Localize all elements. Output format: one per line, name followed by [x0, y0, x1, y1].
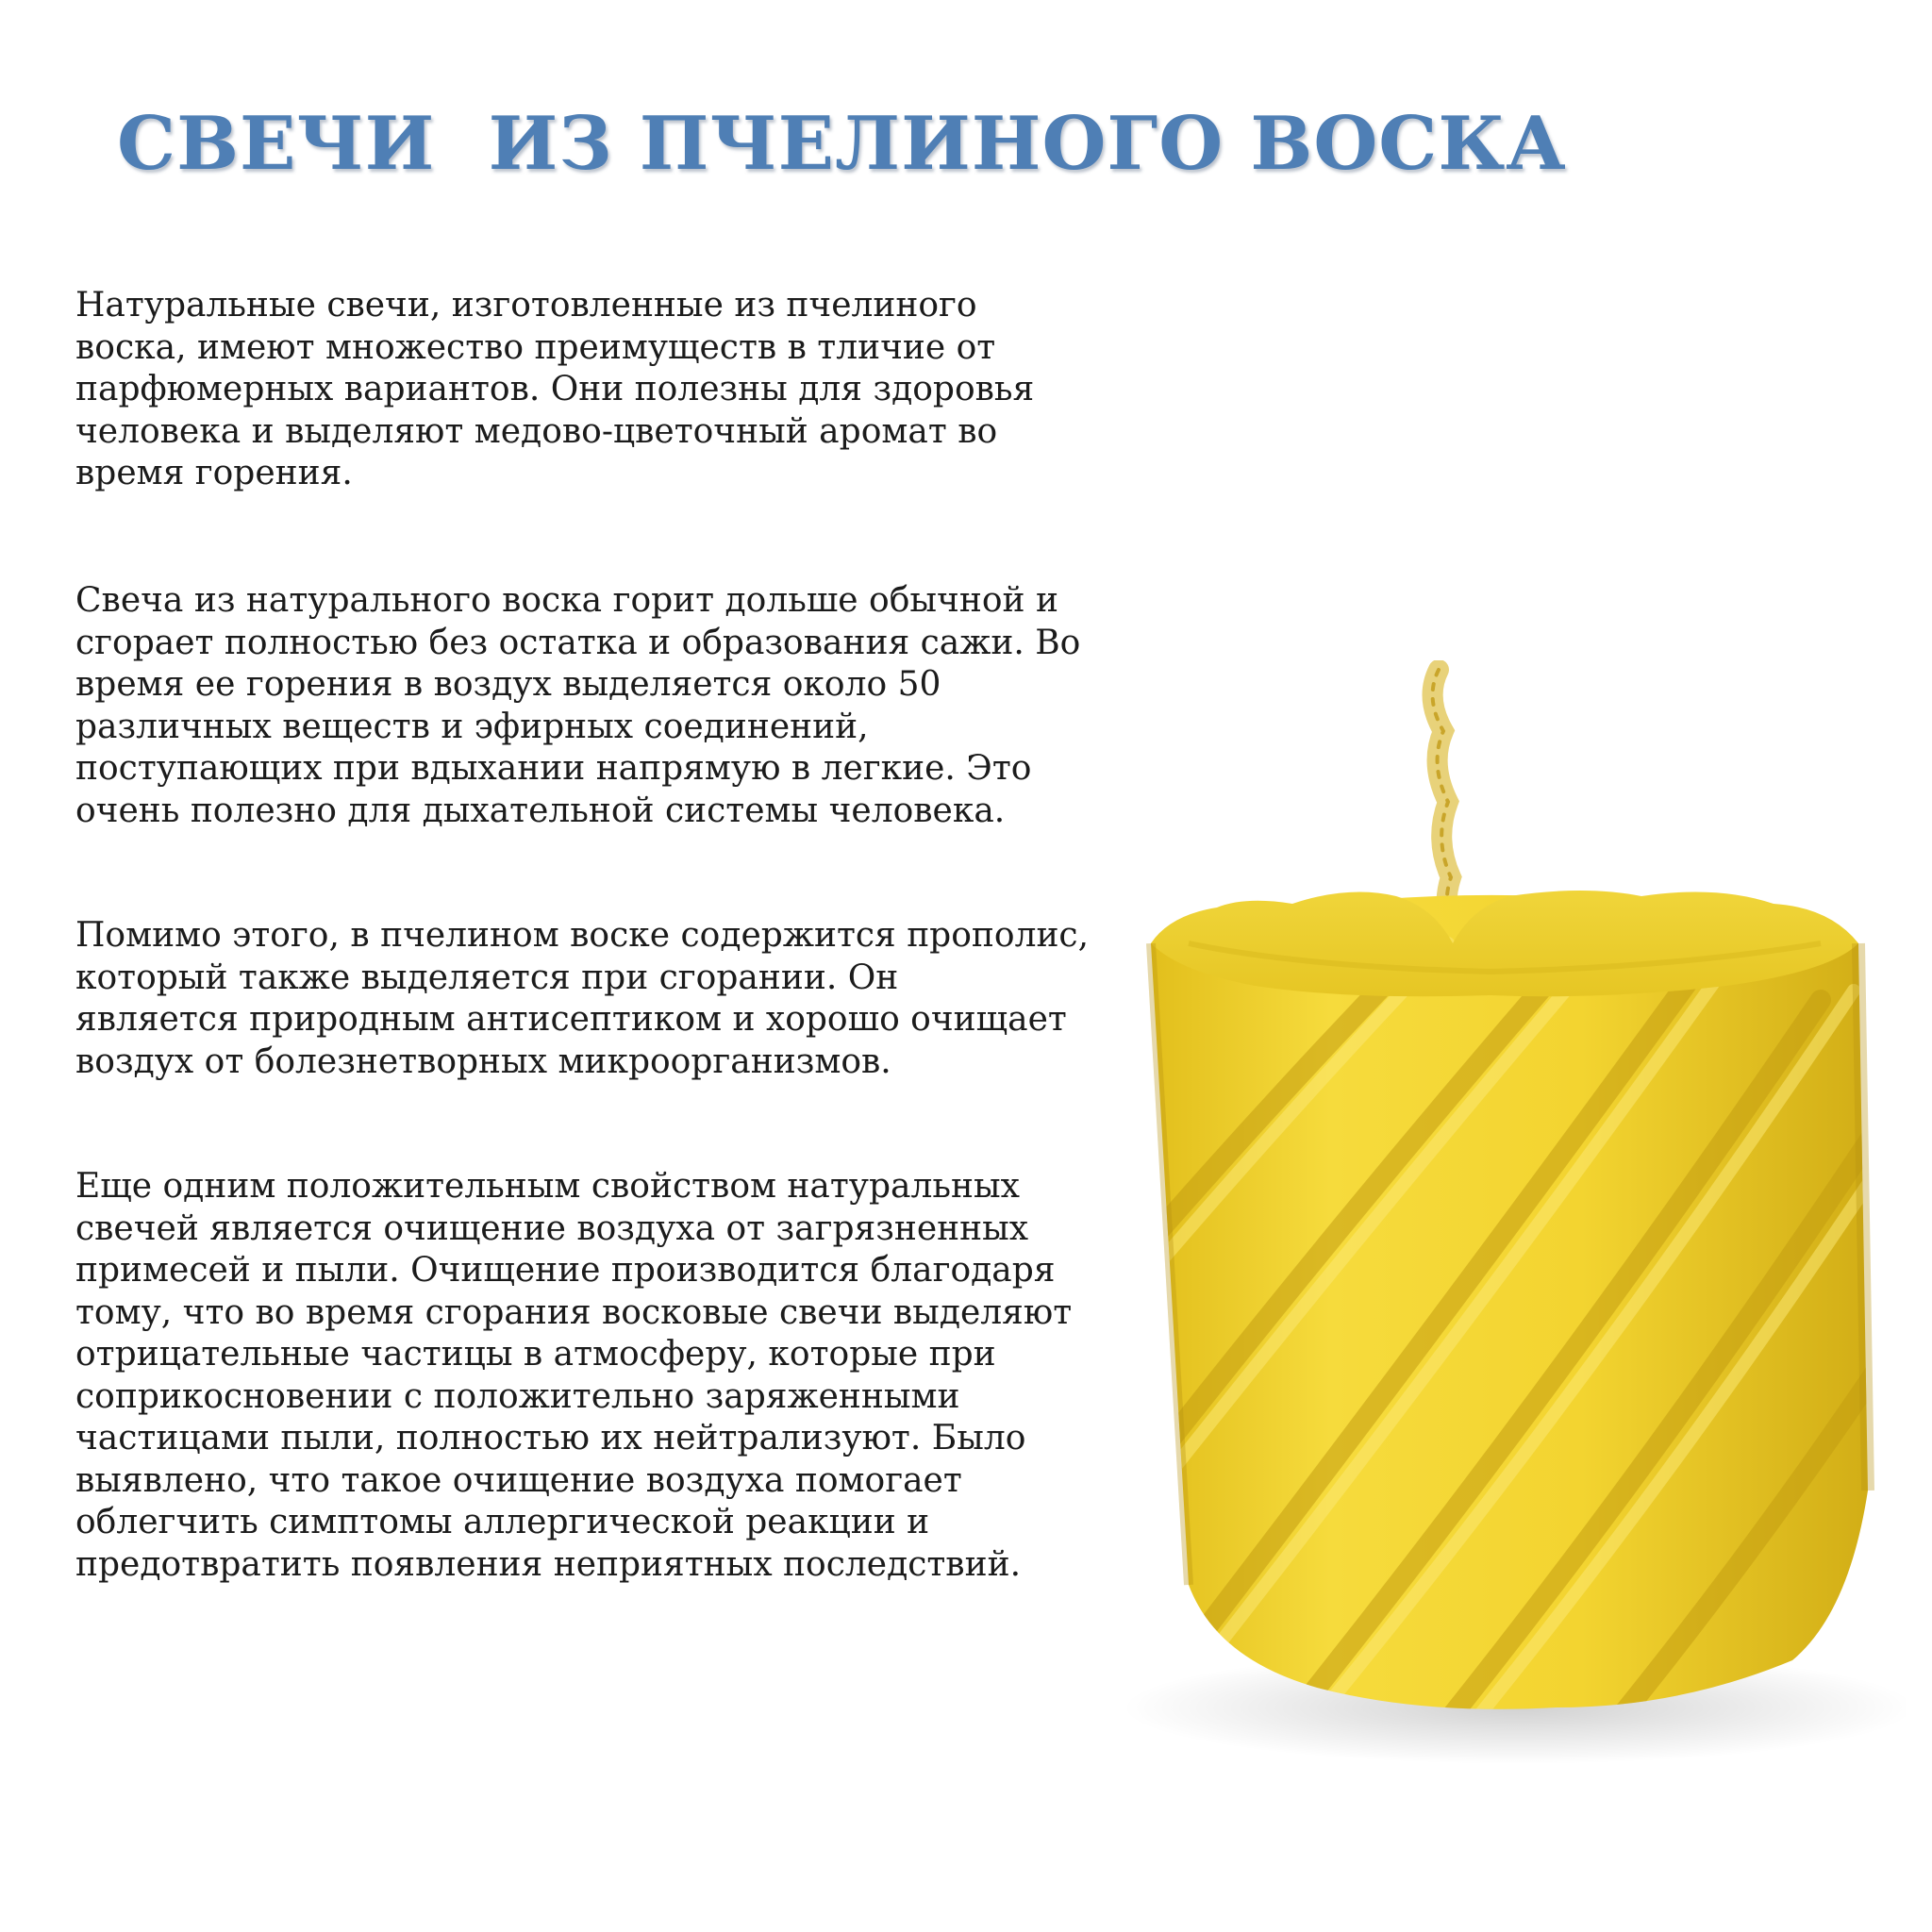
page-title: СВЕЧИ ИЗ ПЧЕЛИНОГО ВОСКА [117, 101, 1567, 187]
paragraph-health-benefits: Натуральные свечи, изготовленные из пчелиного воска, имеют множество преимуществ в тличие от парфюмерных вариантов. Они полезны для здоровья человека и выделяют медово-цветочный аромат во время горения. [75, 286, 1035, 492]
candle-image [1113, 660, 1906, 1840]
paragraph-clean-burning: Свеча из натурального воска горит дольше обычной и сгорает полностью без остатка и образования сажи. Во время ее горения в воздух выделяется около 50 различных веществ и эфирных соединений, поступающих при вдыхании напрямую в легкие. Это очень полезно для дыхательной системы человека. [75, 581, 1081, 830]
paragraph-propolis: Помимо этого, в пчелином воске содержится прополис, который также выделяется при сгорании. Он является природным антисептиком и хорошо очищает воздух от болезнетворных микроорганизмов. [75, 916, 1090, 1081]
paragraph-air-purification: Еще одним положительным свойством натуральных свечей является очищение воздуха от загрязненных примесей и пыли. Очищение производится благодаря тому, что во время сгорания восковые свечи выделяют отрицательные частицы в атмосферу, которые при соприкосновении с положительно заряженными частицами пыли, полностью их нейтрализуют. Было выявлено, что такое очищение воздуха помогает облегчить симптомы аллергической реакции и предотвратить появления неприятных последствий. [75, 1167, 1073, 1584]
